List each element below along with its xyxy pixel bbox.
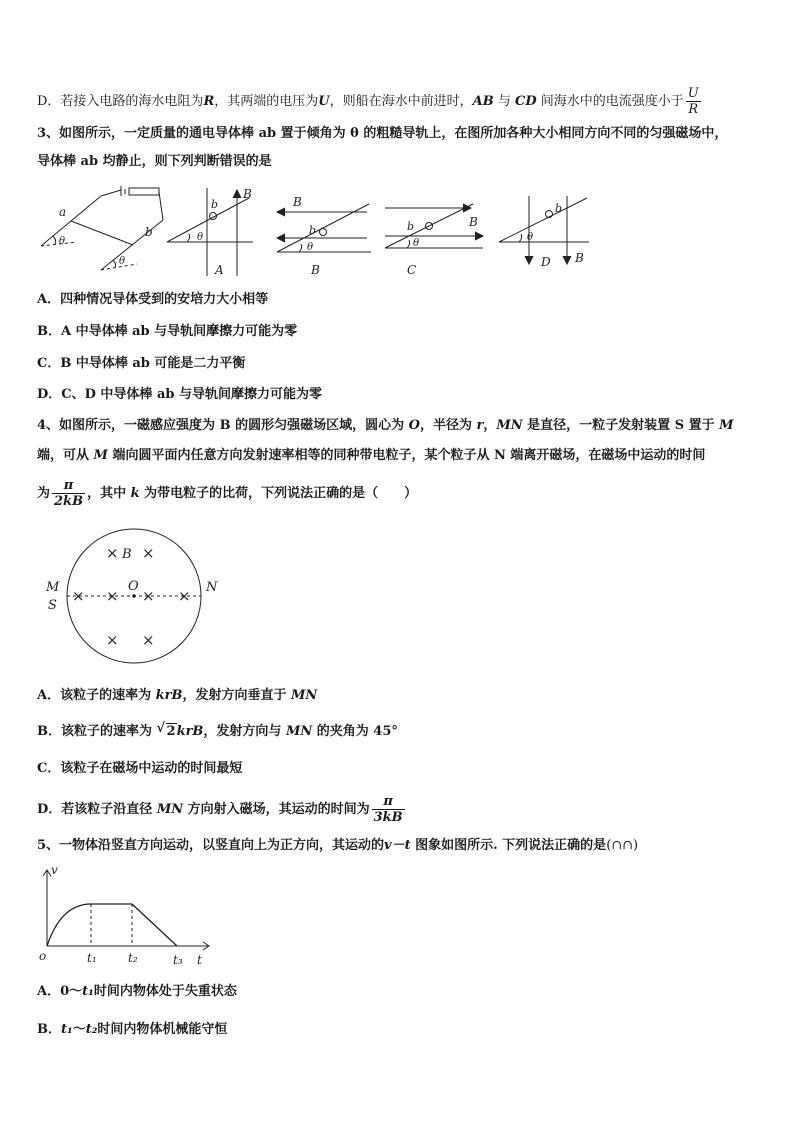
var-k: k (130, 486, 140, 501)
label-t3: t₃ (173, 953, 183, 967)
center-point (132, 594, 136, 598)
q5-a-text: 时间内物体处于失重状态 (93, 984, 237, 999)
label-a: a (59, 205, 67, 219)
var-mn: MN (291, 688, 318, 703)
q3-stem-line2: 导体棒 ab 均静止，则下列判断错误的是 (37, 154, 272, 169)
var-krb: krB (155, 688, 183, 703)
cross-mark: × (142, 544, 155, 562)
panel-b-arrowhead-top (277, 208, 285, 216)
var-mn: MN (496, 418, 523, 433)
q4-text: 4、如图所示，一磁感应强度为 B 的圆形匀强磁场区域，圆心为 (37, 418, 409, 433)
q4-d-text: 方向射入磁场，其运动的时间为 (183, 802, 370, 817)
panel-c-label-b: b (407, 220, 415, 233)
cross-mark: × (106, 587, 119, 605)
q4-b-text: ，发射方向与 (203, 724, 286, 739)
q2-d-text: D．若接入电路的海水电阻为 (37, 94, 204, 109)
cross-mark: × (178, 587, 191, 605)
q4-option-d (37, 794, 764, 825)
var-t1: t₁ (61, 1022, 73, 1037)
q4-option-c: C．该粒子在磁场中运动的时间最短 (37, 761, 243, 776)
panel-b-arrowhead-bottom (277, 234, 285, 242)
panel-a-caption: A (215, 263, 224, 277)
q5-b-text: 时间内物体机械能守恒 (97, 1022, 228, 1037)
angle-arc-left (53, 236, 56, 244)
q4-option-a (37, 686, 764, 706)
panel-c-caption: C (407, 263, 417, 277)
q4-a-text: A．该粒子的速率为 (37, 688, 156, 703)
cross-mark: × (142, 631, 155, 649)
q3-option-a: A．四种情况导体受到的安培力大小相等 (37, 292, 269, 307)
var-u: U (318, 94, 330, 109)
label-theta: θ (119, 256, 126, 267)
wire-left (101, 190, 121, 196)
label-n: N (206, 580, 218, 595)
var-ab: AB (472, 94, 494, 109)
q4-text: ，半径为 (419, 418, 477, 433)
panel-a-label-field: B (243, 187, 252, 201)
q5-b-text: B． (37, 1022, 61, 1037)
q4-stem-line2 (37, 446, 764, 466)
panel-a-label-b: b (211, 198, 219, 211)
label-o: O (128, 579, 139, 594)
label-field-b: B (122, 547, 132, 562)
var-o: O (408, 418, 420, 433)
q4-d-text: D．若该粒子沿直径 (37, 802, 157, 817)
fraction-pi-over-2kb (52, 478, 85, 509)
panel-d-label-b: b (555, 202, 563, 215)
panel-d-caption: D (541, 255, 551, 269)
label-v: v (51, 863, 58, 877)
q4-text: 端向圆平面内任意方向发射速率相等的同种带电粒子，某个粒子从 N 端离开磁场，在磁场中运动的时间 (107, 448, 706, 463)
var-t1: t₁ (82, 984, 94, 999)
wire-right (159, 192, 163, 220)
angle-arc-right (113, 260, 116, 268)
label-b: b (145, 225, 153, 239)
panel-d-label-field: B (575, 251, 584, 265)
label-theta: θ (59, 236, 66, 247)
q5-text: 图象如图所示. 下列说法正确的是 (410, 838, 607, 853)
var-vt: v－t (384, 838, 411, 853)
panel-b-label-b: b (309, 224, 317, 237)
var-cd: CD (514, 94, 537, 109)
q2-d-text: ，其两端的电压为 (214, 94, 319, 109)
var-m: M (93, 448, 108, 463)
panel-b-angle-arc (299, 244, 302, 252)
frac-den: 3kB (373, 810, 403, 825)
q5-a-text: A．0～ (37, 984, 83, 999)
var-krb: krB (176, 724, 204, 739)
panel-c-label-theta: θ (413, 238, 420, 249)
q5-text: 5、一物体沿竖直方向运动，以竖直向上为正方向，其运动的 (37, 838, 385, 853)
cross-mark: × (72, 587, 85, 605)
q5-option-b (37, 1020, 764, 1040)
q4-text: ， (483, 418, 497, 433)
panel-b-caption: B (311, 263, 320, 277)
var-r: R (203, 94, 215, 109)
q4-stem-line1 (37, 416, 764, 436)
panel-a-label-theta: θ (197, 232, 204, 243)
panel-b-label-theta: θ (307, 242, 314, 253)
curve-accelerating (47, 904, 91, 946)
q3-stem-line1: 3、如图所示，一定质量的通电导体棒 ab 置于倾角为 θ 的粗糙导轨上，在图所加各种大小相同方向不同的匀强磁场中， (37, 126, 728, 141)
q4-text: ，其中 (87, 486, 131, 501)
q4-option-b (37, 722, 764, 742)
q5-vt-graph (37, 864, 217, 972)
q2-d-text: 间海水中的电流强度小于 (536, 94, 684, 109)
q4-text: 为 (37, 486, 51, 501)
panel-c-incline (385, 204, 473, 248)
label-origin: o (39, 949, 47, 963)
label-t1: t₁ (87, 951, 97, 965)
panel-d-label-theta: θ (527, 232, 534, 243)
var-mn: MN (285, 724, 313, 739)
q2-option-d (37, 86, 764, 117)
q5-option-a (37, 982, 764, 1002)
q4-text: 为带电粒子的比荷，下列说法正确的是（ ） (139, 486, 418, 501)
q3-option-c: C．B 中导体棒 ab 可能是二力平衡 (37, 356, 246, 371)
q4-a-text: ，发射方向垂直于 (182, 688, 292, 703)
frac-num: π (372, 794, 405, 810)
q2-d-text: 与 (493, 94, 515, 109)
q3-figure (37, 184, 597, 280)
var-r: r (476, 418, 484, 433)
panel-a-angle-arc (187, 234, 190, 242)
panel-a-arrowhead (233, 190, 241, 198)
sqrt-symbol: √ 2 (156, 721, 176, 739)
sqrt-value: 2 (166, 724, 176, 739)
q4-b-text: B．该粒子的速率为 (37, 724, 157, 739)
label-t2: t₂ (128, 951, 138, 965)
cross-mark: × (106, 544, 119, 562)
battery-icon (129, 188, 159, 195)
label-t: t (197, 953, 202, 967)
panel-c-label-field: B (469, 215, 478, 229)
segment-decelerating (132, 904, 177, 946)
panel-b-label-field: B (293, 195, 302, 209)
answer-parens: (∩∩) (606, 838, 639, 853)
panel-c-arrowhead-bottom (475, 232, 483, 240)
q4-b-text: 的夹角为 45° (312, 724, 398, 739)
panel-c-angle-arc (407, 240, 410, 248)
q4-figure (42, 528, 232, 666)
frac-num: π (52, 478, 85, 494)
q3-option-d: D．C、D 中导体棒 ab 与导轨间摩擦力可能为零 (37, 387, 322, 402)
q4-text: 端，可从 (37, 448, 94, 463)
fraction-u-over-r (686, 86, 701, 117)
panel-d-arrowhead-right (563, 256, 571, 264)
q3-option-b: B．A 中导体棒 ab 与导轨间摩擦力可能为零 (37, 324, 298, 339)
panel-b-current-symbol (320, 229, 327, 236)
panel-d-angle-arc (519, 234, 522, 242)
panel-d-incline (499, 198, 587, 242)
frac-den: R (688, 102, 699, 117)
label-s: S (48, 598, 57, 613)
var-t2: t₂ (85, 1022, 98, 1037)
frac-num: U (687, 86, 699, 101)
fraction-pi-over-3kb (372, 794, 405, 825)
cross-mark: × (106, 631, 119, 649)
tilde: ～ (72, 1022, 86, 1037)
q5-stem (37, 836, 764, 856)
q2-d-text: ，则船在海水中前进时， (329, 94, 473, 109)
var-mn: MN (156, 802, 184, 817)
panel-d-arrowhead-left (525, 256, 533, 264)
frac-den: 2kB (54, 494, 84, 509)
label-m: M (46, 580, 60, 595)
q4-stem-line3 (37, 478, 764, 509)
var-m: M (719, 418, 734, 433)
cross-mark: × (142, 587, 155, 605)
conductor-rod (71, 221, 133, 245)
q4-text: 是直径，一粒子发射装置 S 置于 (522, 418, 720, 433)
